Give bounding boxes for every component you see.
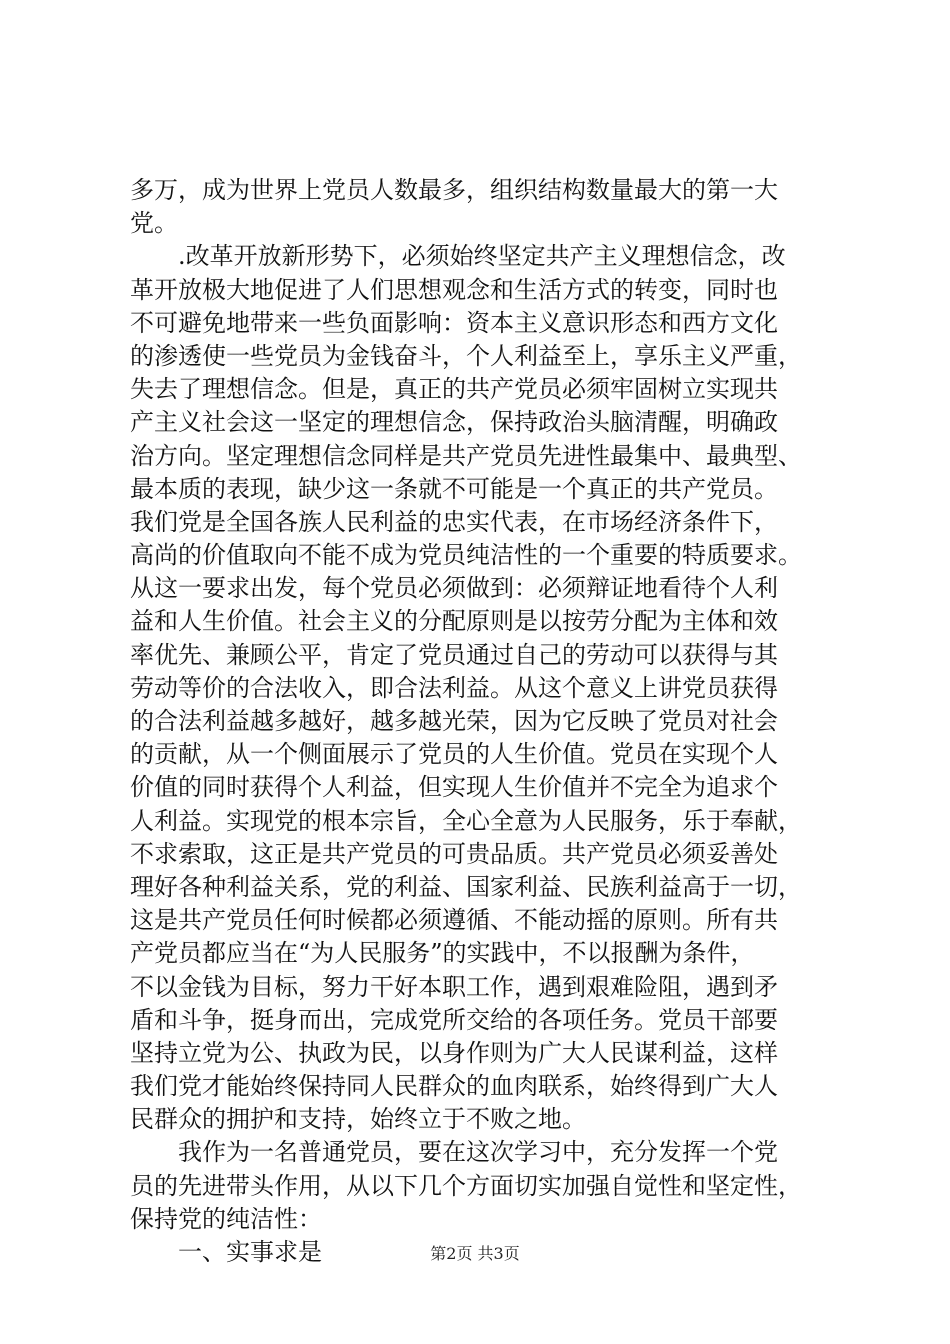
- text-line: 我们党是全国各族人民利益的忠实代表，在市场经济条件下，: [130, 507, 778, 536]
- text-line: 党。: [130, 209, 178, 238]
- text-line: 革开放极大地促进了人们思想观念和生活方式的转变，同时也: [130, 275, 778, 304]
- text-line: 劳动等价的合法收入，即合法利益。从这个意义上讲党员获得: [130, 673, 778, 702]
- text-line: 从这一要求出发，每个党员必须做到：必须辩证地看待个人利: [130, 574, 778, 603]
- text-line: 不求索取，这正是共产党员的可贵品质。共产党员必须妥善处: [130, 839, 778, 868]
- text-line: 多万，成为世界上党员人数最多，组织结构数量最大的第一大: [130, 176, 778, 204]
- paragraph-start-line: .改革开放新形势下，必须始终坚定共产主义理想信念，改: [178, 242, 786, 271]
- text-line: 的合法利益越多越好，越多越光荣，因为它反映了党员对社会: [130, 707, 778, 735]
- text-line: 盾和斗争，挺身而出，完成党所交给的各项任务。党员干部要: [130, 1005, 778, 1034]
- text-line: 坚持立党为公、执政为民，以身作则为广大人民谋利益，这样: [130, 1038, 778, 1067]
- body-text: [130, 174, 830, 1269]
- text-line: 的渗透使一些党员为金钱奋斗，个人利益至上，享乐主义严重，: [130, 341, 802, 370]
- text-line: 我们党才能始终保持同人民群众的血肉联系，始终得到广大人: [130, 1072, 778, 1101]
- text-line: 不以金钱为目标，努力干好本职工作，遇到艰难险阻，遇到矛: [130, 972, 778, 1001]
- text-line: 理好各种利益关系，党的利益、国家利益、民族利益高于一切，: [130, 872, 802, 901]
- text-line: 不可避免地带来一些负面影响：资本主义意识形态和西方文化: [130, 308, 778, 337]
- text-line: 失去了理想信念。但是，真正的共产党员必须牢固树立实现共: [130, 375, 778, 404]
- text-line: 保持党的纯洁性：: [130, 1204, 322, 1233]
- text-line: 高尚的价值取向不能不成为党员纯洁性的一个重要的特质要求。: [130, 541, 802, 570]
- text-line: 这是共产党员任何时候都必须遵循、不能动摇的原则。所有共: [130, 906, 778, 935]
- text-line: 人利益。实现党的根本宗旨，全心全意为人民服务，乐于奉献，: [130, 806, 802, 835]
- text-line: 员的先进带头作用，从以下几个方面切实加强自觉性和坚定性，: [130, 1171, 802, 1200]
- text-line: 产党员都应当在“为人民服务”的实践中，不以报酬为条件，: [130, 939, 755, 968]
- paragraph-start-line: 我作为一名普通党员，要在这次学习中，充分发挥一个党: [178, 1138, 778, 1167]
- text-line: 率优先、兼顾公平，肯定了党员通过自己的劳动可以获得与其: [130, 640, 778, 669]
- page-footer: 第2页 共3页: [430, 1244, 520, 1263]
- text-line: 民群众的拥护和支持，始终立于不败之地。: [130, 1105, 586, 1134]
- text-line: 价值的同时获得个人利益，但实现人生价值并不完全为追求个: [130, 773, 778, 802]
- text-line: 最本质的表现，缺少这一条就不可能是一个真正的共产党员。: [130, 474, 778, 503]
- text-line: 产主义社会这一坚定的理想信念，保持政治头脑清醒，明确政: [130, 408, 778, 437]
- text-line: 治方向。坚定理想信念同样是共产党员先进性最集中、最典型、: [130, 441, 802, 470]
- text-line: 的贡献，从一个侧面展示了党员的人生价值。党员在实现个人: [130, 740, 778, 769]
- section-heading: 一、实事求是: [178, 1238, 322, 1266]
- text-line: 益和人生价值。社会主义的分配原则是以按劳分配为主体和效: [130, 607, 778, 636]
